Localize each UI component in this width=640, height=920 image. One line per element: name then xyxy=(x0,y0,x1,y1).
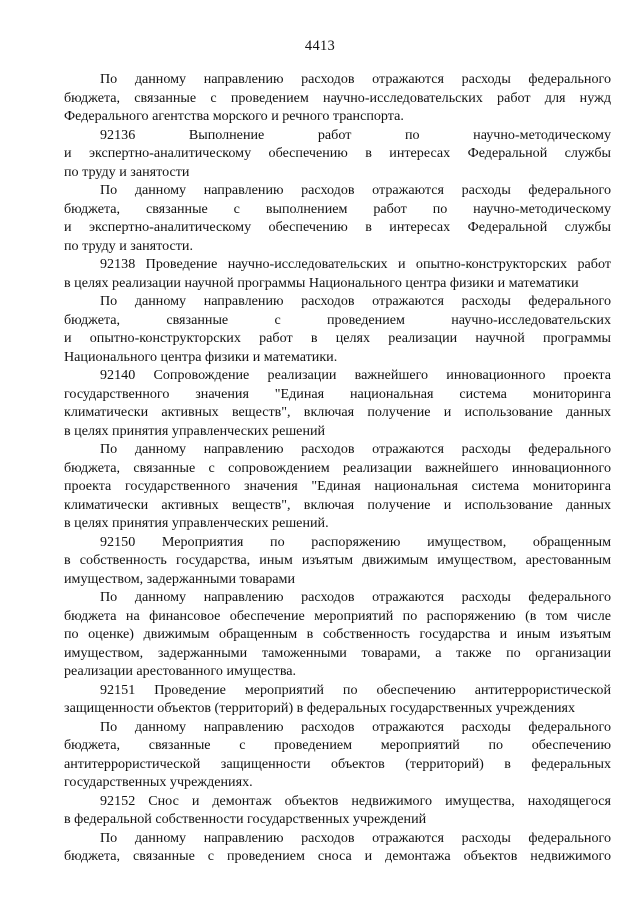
text-line: бюджета на финансовое обеспечение мероприятий по распоряжению (в том числе xyxy=(64,607,611,624)
text-line: и экспертно-аналитическому обеспечению в интересах Федеральной службы xyxy=(64,219,611,235)
text-line: бюджета, связанные с проведением мероприятий по обеспечению xyxy=(64,737,611,753)
text-line: климатически активных веществ", включая получение и использование данных xyxy=(64,404,611,420)
document-body xyxy=(64,70,611,866)
text-line: По данному направлению расходов отражаются расходы федерального xyxy=(100,71,611,87)
text-line: по оценке) движимым обращенным в собственность государства и иным изъятым xyxy=(64,626,611,642)
text-line: антитеррористической защищенности объектов (территорий) в федеральных xyxy=(64,755,611,772)
text-line: Национального центра физики и математики. xyxy=(64,348,338,365)
text-line: 92138 Проведение научно-исследовательских и опытно-конструкторских работ xyxy=(100,256,611,272)
text-line: в собственность государства, иным изъятым движимым имуществом, арестованным xyxy=(64,552,611,568)
text-line: бюджета, связанные с сопровождением реализации важнейшего инновационного xyxy=(64,459,611,476)
text-line: в целях принятия управленческих решений xyxy=(64,422,326,439)
text-line: Федерального агентства морского и речного транспорта. xyxy=(64,108,404,124)
text-line: государственного значения "Единая национальная система мониторинга xyxy=(64,385,611,402)
text-line: имуществом, задержанными товарами xyxy=(64,570,296,587)
text-line: в целях принятия управленческих решений. xyxy=(64,515,329,531)
text-line: государственных учреждениях. xyxy=(64,774,253,790)
text-line: По данному направлению расходов отражаются расходы федерального xyxy=(100,441,611,457)
text-line: 92150 Мероприятия по распоряжению имуществом, обращенным xyxy=(100,533,611,550)
text-line: бюджета, связанные с проведением научно-исследовательских xyxy=(64,311,611,328)
text-line: По данному направлению расходов отражаются расходы федерального xyxy=(100,589,611,605)
text-line: 92152 Снос и демонтаж объектов недвижимого имущества, находящегося xyxy=(100,792,611,809)
text-line: имуществом, задержанными таможенными товарами, а также по организации xyxy=(64,644,611,661)
text-line: 92151 Проведение мероприятий по обеспечению антитеррористической xyxy=(100,681,611,698)
text-line: 92140 Сопровождение реализации важнейшего инновационного проекта xyxy=(100,367,611,383)
text-line: бюджета, связанные с проведением научно-исследовательских работ для нужд xyxy=(64,89,611,106)
text-line: по труду и занятости. xyxy=(64,237,193,254)
text-line: По данному направлению расходов отражаются расходы федерального xyxy=(100,293,611,309)
text-line: защищенности объектов (территорий) в федеральных государственных учреждениях xyxy=(64,700,576,716)
text-line: проекта государственного значения "Единая национальная система мониторинга xyxy=(64,478,611,494)
text-line: бюджета, связанные с выполнением работ по научно-методическому xyxy=(64,200,611,217)
page-number: 4413 xyxy=(304,38,336,54)
text-line: и экспертно-аналитическому обеспечению в интересах Федеральной службы xyxy=(64,145,611,161)
text-line: в целях реализации научной программы Национального центра физики и математики xyxy=(64,274,579,291)
text-line: По данному направлению расходов отражаются расходы федерального xyxy=(100,718,611,735)
text-line: и опытно-конструкторских работ в целях реализации научной программы xyxy=(64,330,611,346)
text-line: по труду и занятости xyxy=(64,163,190,180)
text-line: климатически активных веществ", включая получение и использование данных xyxy=(64,496,611,513)
text-line: По данному направлению расходов отражаются расходы федерального xyxy=(100,182,611,198)
text-line: По данному направлению расходов отражаются расходы федерального xyxy=(100,829,611,846)
text-line: в федеральной собственности государственных учреждений xyxy=(64,811,427,827)
text-line: реализации арестованного имущества. xyxy=(64,663,297,679)
text-line: 92136 Выполнение работ по научно-методическому xyxy=(100,126,611,143)
text-line: бюджета, связанные с проведением сноса и демонтажа объектов недвижимого xyxy=(64,848,611,864)
